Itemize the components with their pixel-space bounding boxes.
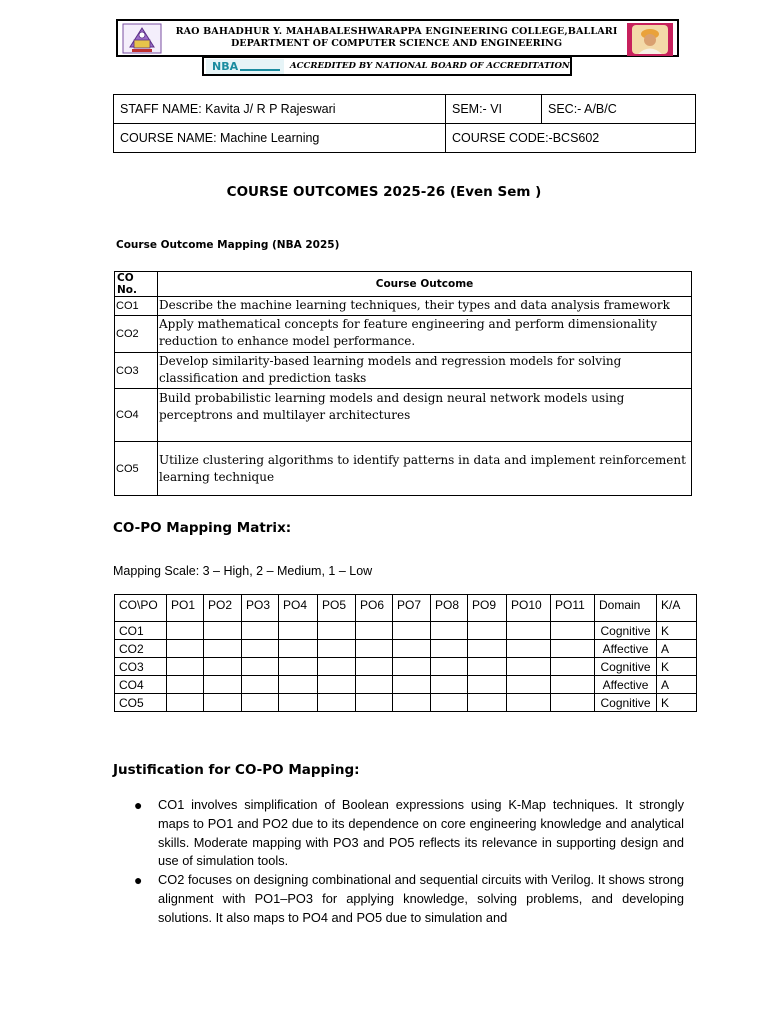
matrix-co: CO3 [115, 658, 167, 676]
matrix-header-cell: PO3 [242, 595, 279, 622]
matrix-co: CO5 [115, 694, 167, 712]
matrix-domain: Affective [595, 640, 657, 658]
co-outcome: Describe the machine learning techniques, their types and data analysis framework [158, 297, 692, 316]
list-item-text: CO2 focuses on designing combinational and sequential circuits with Verilog. It shows strong alignment with PO1–PO3 for applying knowledge, solving problems, and developing solutions. It also maps to PO4 and PO5 due to simulation and [158, 872, 684, 925]
matrix-header-cell: PO6 [356, 595, 393, 622]
matrix-header-cell: CO\PO [115, 595, 167, 622]
course-code: COURSE CODE:-BCS602 [446, 124, 696, 153]
matrix-co: CO1 [115, 622, 167, 640]
matrix-ka: K [657, 694, 697, 712]
course-name: COURSE NAME: Machine Learning [114, 124, 446, 153]
list-item-text: CO1 involves simplification of Boolean expressions using K-Map techniques. It strongly maps to PO1 and PO2 due to its dependence on core engineering knowledge and analytical skills. Moderate mapping with PO3 and PO5 reflects its relevance in supporting design and use of simulation tools. [158, 797, 684, 869]
college-banner [116, 19, 679, 57]
matrix-header-cell: PO8 [431, 595, 468, 622]
accreditation-banner [202, 56, 572, 76]
co-number: CO1 [115, 297, 158, 316]
co-number: CO2 [115, 316, 158, 353]
matrix-ka: K [657, 658, 697, 676]
course-outcome-table [114, 271, 692, 496]
matrix-domain: Cognitive [595, 622, 657, 640]
table-row [115, 640, 697, 658]
matrix-domain: Cognitive [595, 694, 657, 712]
list-item [134, 871, 684, 927]
matrix-co: CO4 [115, 676, 167, 694]
table-row [115, 622, 697, 640]
staff-info-table [113, 94, 696, 153]
nba-logo-text: NBA [212, 60, 239, 73]
co-outcome: Utilize clustering algorithms to identify patterns in data and implement reinforcement learning technique [158, 442, 692, 496]
table-row [115, 442, 692, 496]
table-row [115, 658, 697, 676]
co-header-outcome: Course Outcome [158, 272, 692, 297]
matrix-domain: Cognitive [595, 658, 657, 676]
staff-name: STAFF NAME: Kavita J/ R P Rajeswari [114, 95, 446, 124]
mapping-subtitle: Course Outcome Mapping (NBA 2025) [116, 239, 340, 251]
table-row [115, 676, 697, 694]
co-number: CO5 [115, 442, 158, 496]
list-item [134, 796, 684, 871]
matrix-ka: A [657, 676, 697, 694]
copo-matrix-table [114, 594, 697, 712]
section: SEC:- A/B/C [542, 95, 696, 124]
page-title: COURSE OUTCOMES 2025-26 (Even Sem ) [226, 184, 542, 200]
matrix-header-cell: PO11 [551, 595, 595, 622]
table-row [115, 353, 692, 389]
mapping-scale: Mapping Scale: 3 – High, 2 – Medium, 1 – Low [113, 564, 373, 578]
matrix-header-cell: PO7 [393, 595, 431, 622]
bullet-icon: ● [134, 797, 143, 813]
justification-title: Justification for CO-PO Mapping: [113, 762, 360, 778]
founder-portrait-icon [627, 23, 673, 56]
matrix-header-cell: Domain [595, 595, 657, 622]
matrix-header-cell: K/A [657, 595, 697, 622]
college-emblem-icon [122, 23, 162, 54]
matrix-header-cell: PO5 [318, 595, 356, 622]
semester: SEM:- VI [446, 95, 542, 124]
bullet-icon: ● [134, 872, 143, 889]
matrix-header-cell: PO10 [507, 595, 551, 622]
matrix-ka: A [657, 640, 697, 658]
copo-title: CO-PO Mapping Matrix: [113, 520, 292, 536]
matrix-header-row [115, 595, 697, 622]
college-name: RAO BAHADHUR Y. MAHABALESHWARAPPA ENGINEERING COLLEGE,BALLARI [175, 26, 618, 37]
table-row [115, 297, 692, 316]
table-row [115, 316, 692, 353]
co-outcome: Build probabilistic learning models and design neural network models using perceptrons and multilayer architectures [158, 389, 692, 442]
justification-list [134, 796, 684, 928]
co-outcome: Develop similarity-based learning models and regression models for solving classification and prediction tasks [158, 353, 692, 389]
matrix-header-cell: PO2 [204, 595, 242, 622]
matrix-ka: K [657, 622, 697, 640]
accreditation-text: ACCREDITED BY NATIONAL BOARD OF ACCREDITATION [290, 61, 570, 71]
table-row [115, 694, 697, 712]
matrix-co: CO2 [115, 640, 167, 658]
matrix-header-cell: PO9 [468, 595, 507, 622]
department-name: DEPARTMENT OF COMPUTER SCIENCE AND ENGINEERING [230, 38, 563, 49]
matrix-domain: Affective [595, 676, 657, 694]
co-header-no: CO No. [115, 272, 158, 297]
matrix-header-cell: PO1 [167, 595, 204, 622]
co-number: CO4 [115, 389, 158, 442]
table-row [115, 389, 692, 442]
co-number: CO3 [115, 353, 158, 389]
co-outcome: Apply mathematical concepts for feature engineering and perform dimensionality reduction to enhance model performance. [158, 316, 692, 353]
matrix-header-cell: PO4 [279, 595, 318, 622]
nba-logo-icon [206, 59, 284, 74]
